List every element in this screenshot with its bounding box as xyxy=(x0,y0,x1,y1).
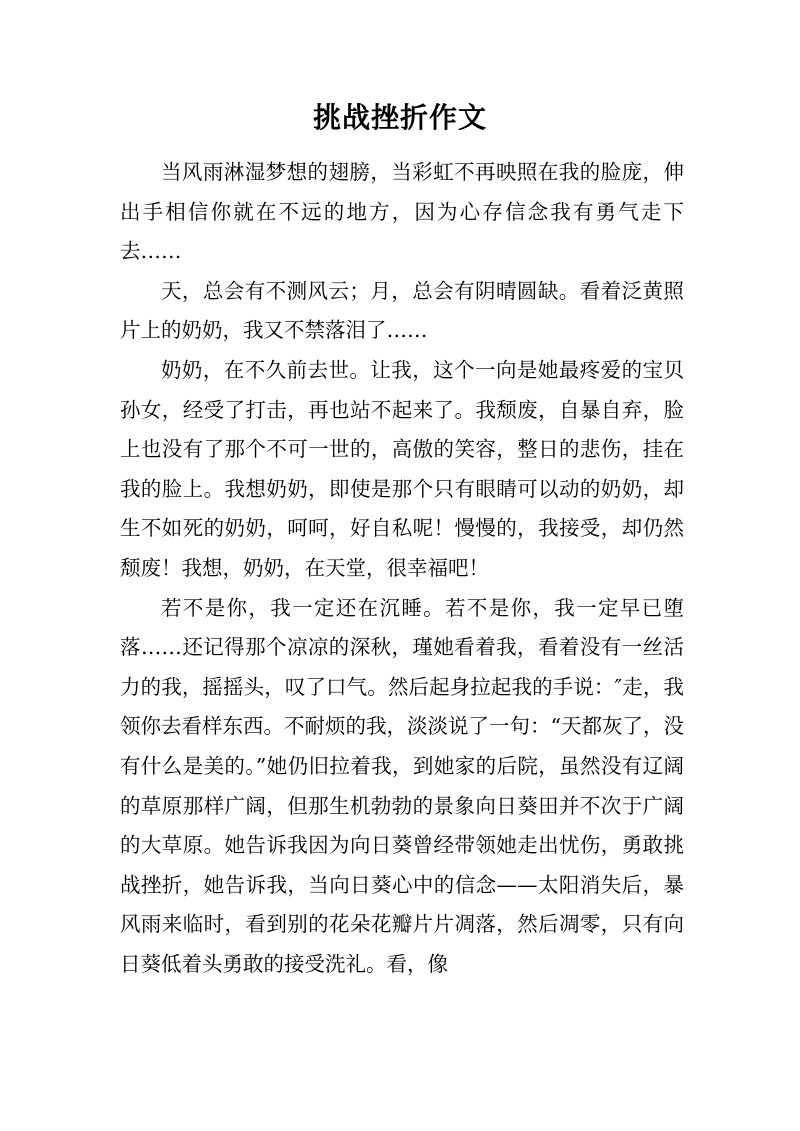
document-title: 挑战挫折作文 xyxy=(312,101,487,134)
document-body xyxy=(120,153,684,984)
paragraph: 天，总会有不测风云；月，总会有阴晴圆缺。看着泛黄照片上的奶奶，我又不禁落泪了…… xyxy=(120,278,684,343)
paragraph: 当风雨淋湿梦想的翅膀，当彩虹不再映照在我的脸庞，伸出手相信你就在不远的地方，因为心存信念我有勇气走下去…… xyxy=(120,160,684,264)
paragraph: 若不是你，我一定还在沉睡。若不是你，我一定早已堕落……还记得那个凉凉的深秋，瑾她看着我，看着没有一丝活力的我，摇摇头，叹了口气。然后起身拉起我的手说：″走，我领你去看样东西。不耐烦的我，淡淡说了一句：“天都灰了，没有什么是美的。”她仍旧拉着我，到她家的后院，虽然没有辽阔的草原那样广阔，但那生机勃勃的景象向日葵田并不次于广阔的大草原。她告诉我因为向日葵曾经带领她走出忧伤，勇敢挑战挫折，她告诉我，当向日葵心中的信念——太阳消失后，暴风雨来临时，看到别的花朵花瓣片片凋落，然后凋零，只有向日葵低着头勇敢的接受洗礼。看，像 xyxy=(120,595,684,976)
paragraph: 奶奶，在不久前去世。让我，这个一向是她最疼爱的宝贝孙女，经受了打击，再也站不起来了。我颓废，自暴自弃，脸上也没有了那个不可一世的，高傲的笑容，整日的悲伤，挂在我的脸上。我想奶奶，即使是那个只有眼睛可以动的奶奶，却生不如死的奶奶，呵呵，好自私呢！慢慢的，我接受，却仍然颓废！我想，奶奶，在天堂，很幸福吧！ xyxy=(120,357,684,580)
